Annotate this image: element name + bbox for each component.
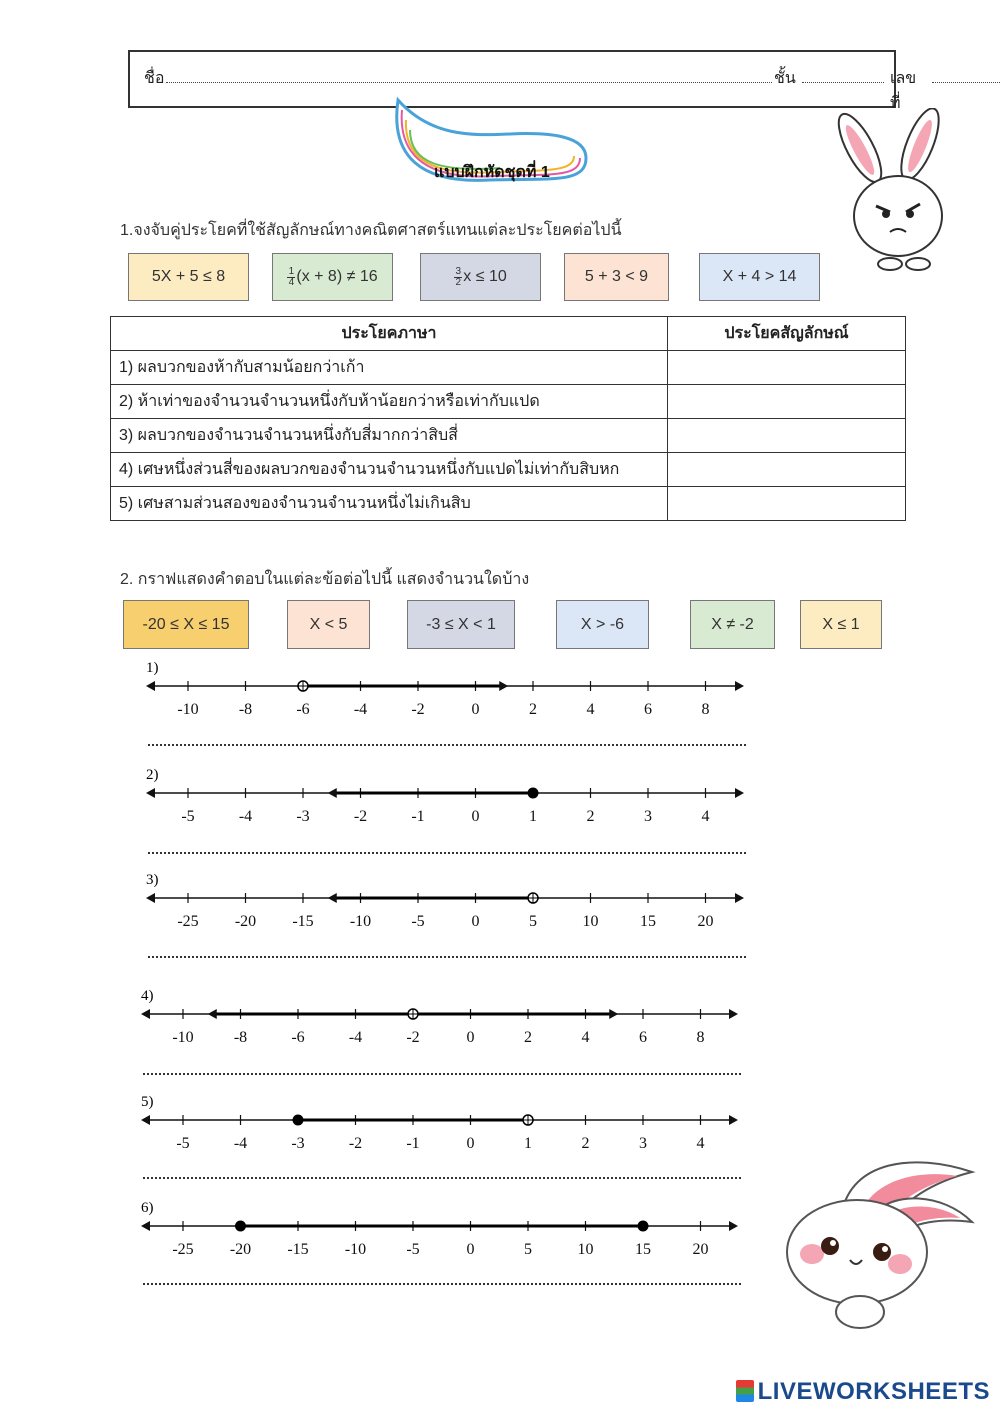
col-header-language: ประโยคภาษา: [111, 317, 668, 351]
tick-label: -4: [233, 1135, 248, 1152]
tick-label: 20: [697, 913, 714, 930]
tick-label: 8: [701, 701, 710, 718]
axis-arrow-left: [141, 1221, 150, 1231]
answer-line-4[interactable]: [143, 1073, 741, 1075]
sentence-cell: 2) ห้าเท่าของจำนวนจำนวนหนึ่งกับห้าน้อยกว่าหรือเท่ากับแปด: [111, 385, 668, 419]
axis-arrow-right: [729, 1009, 738, 1019]
closed-point: [235, 1221, 246, 1232]
number-label: เลขที่: [890, 70, 917, 112]
axis-arrow-right: [729, 1115, 738, 1125]
tick-label: -10: [177, 701, 199, 718]
tick-label: -5: [411, 913, 425, 930]
answer-drop-zone[interactable]: [668, 419, 906, 453]
table-row: [111, 453, 906, 487]
number-field[interactable]: [932, 82, 1000, 83]
ray-arrow-left: [208, 1009, 217, 1019]
answer-chip-4[interactable]: X > -6: [556, 600, 649, 649]
tick-label: 10: [582, 913, 599, 930]
axis-arrow-right: [735, 788, 744, 798]
answer-line-6[interactable]: [143, 1283, 741, 1285]
answer-chip-6[interactable]: X ≤ 1: [800, 600, 882, 649]
sentence-cell: 4) เศษหนึ่งส่วนสี่ของผลบวกของจำนวนจำนวนหนึ่งกับแปดไม่เท่ากับสิบหก: [111, 453, 668, 487]
tick-label: 2: [581, 1135, 590, 1152]
answer-drop-zone[interactable]: [668, 385, 906, 419]
tick-label: -1: [406, 1135, 420, 1152]
answer-line-1[interactable]: [148, 744, 746, 746]
tick-label: 0: [471, 913, 480, 930]
angry-bunny-icon: [828, 108, 953, 278]
col-header-symbol: ประโยคสัญลักษณ์: [668, 317, 906, 351]
tick-label: -8: [233, 1029, 248, 1046]
tick-label: 0: [466, 1029, 475, 1046]
tick-label: 0: [466, 1135, 475, 1152]
open-point: [408, 1009, 418, 1019]
name-field[interactable]: [166, 82, 772, 83]
table-row: [111, 419, 906, 453]
closed-point: [293, 1115, 304, 1126]
ray-arrow-right: [609, 1009, 618, 1019]
symbol-chip-4[interactable]: 5 + 3 < 9: [564, 253, 669, 301]
graph-label: 4): [141, 988, 154, 1004]
tick-label: 20: [692, 1241, 709, 1258]
answer-drop-zone[interactable]: [668, 453, 906, 487]
tick-label: 3: [644, 808, 652, 825]
tick-label: -1: [411, 808, 425, 825]
tick-label: -25: [172, 1241, 194, 1258]
tick-label: -6: [296, 701, 310, 718]
tick-label: 1: [529, 808, 537, 825]
tick-label: 10: [577, 1241, 594, 1258]
tick-label: 3: [639, 1135, 647, 1152]
axis-arrow-left: [141, 1115, 150, 1125]
table-row: [111, 385, 906, 419]
closed-point: [638, 1221, 649, 1232]
answer-line-3[interactable]: [148, 956, 746, 958]
tick-label: -5: [181, 808, 195, 825]
answer-line-2[interactable]: [148, 852, 746, 854]
tick-label: 2: [586, 808, 595, 825]
happy-bunny-icon: [782, 1152, 982, 1332]
class-label: ชั้น: [774, 70, 796, 87]
axis-arrow-right: [729, 1221, 738, 1231]
tick-label: -10: [344, 1241, 367, 1258]
open-point: [528, 893, 538, 903]
tick-label: 0: [466, 1241, 475, 1258]
section2-instruction: 2. กราฟแสดงคำตอบในแต่ละข้อต่อไปนี้ แสดงจำนวนใดบ้าง: [120, 571, 530, 588]
closed-point: [528, 788, 539, 799]
graph-label: 6): [141, 1200, 154, 1216]
tick-label: 4: [696, 1135, 705, 1152]
answer-chip-3[interactable]: -3 ≤ X < 1: [407, 600, 515, 649]
sentence-cell: 1) ผลบวกของห้ากับสามน้อยกว่าเก้า: [111, 351, 668, 385]
liveworksheets-logo[interactable]: LIVEWORKSHEETS: [736, 1378, 990, 1406]
tick-label: 6: [644, 701, 652, 718]
tick-label: -10: [172, 1029, 194, 1046]
tick-label: 2: [524, 1029, 532, 1046]
fraction-three-halves: 3 2: [455, 265, 462, 288]
tick-label: 0: [471, 701, 480, 718]
tick-label: 0: [471, 808, 480, 825]
answer-chip-1[interactable]: -20 ≤ X ≤ 15: [123, 600, 249, 649]
tick-label: -15: [287, 1241, 309, 1258]
tick-label: -15: [292, 913, 314, 930]
tick-label: 4: [701, 808, 710, 825]
tick-label: -2: [353, 808, 368, 825]
tick-label: 4: [586, 701, 595, 718]
tick-label: -3: [296, 808, 310, 825]
tick-label: -10: [349, 913, 372, 930]
name-label: ชื่อ: [144, 70, 165, 87]
tick-label: -3: [291, 1135, 305, 1152]
graph-label: 1): [146, 660, 159, 676]
tick-label: 15: [635, 1241, 651, 1258]
table-header-row: [111, 317, 906, 351]
tick-label: 4: [581, 1029, 590, 1046]
ray-arrow-left: [328, 788, 337, 798]
class-field[interactable]: [802, 82, 884, 83]
tick-label: -4: [348, 1029, 363, 1046]
ray-arrow-left: [328, 893, 337, 903]
answer-chip-2[interactable]: X < 5: [287, 600, 370, 649]
tick-label: -5: [406, 1241, 420, 1258]
table-row: [111, 487, 906, 521]
open-point: [523, 1115, 533, 1125]
tick-label: -2: [348, 1135, 363, 1152]
worksheet-title: แบบฝึกหัดชุดที่ 1: [434, 164, 550, 181]
tick-label: -2: [411, 701, 425, 718]
section1-instruction: 1.จงจับคู่ประโยคที่ใช้สัญลักษณ์ทางคณิตศาสตร์แทนแต่ละประโยคต่อไปนี้: [120, 222, 622, 239]
tick-label: -20: [234, 913, 257, 930]
axis-arrow-left: [141, 1009, 150, 1019]
answer-drop-zone[interactable]: [668, 487, 906, 521]
tick-label: -25: [177, 913, 199, 930]
answer-chip-5[interactable]: X ≠ -2: [690, 600, 775, 649]
ray-arrow-right: [499, 681, 508, 691]
tick-label: -20: [229, 1241, 252, 1258]
tick-label: 15: [640, 913, 656, 930]
axis-arrow-right: [735, 681, 744, 691]
symbol-chip-2[interactable]: 1 4 (x + 8) ≠ 16: [272, 253, 393, 301]
graph-label: 5): [141, 1094, 154, 1110]
axis-arrow-left: [146, 788, 155, 798]
graph-label: 2): [146, 767, 159, 783]
open-point: [298, 681, 308, 691]
answer-drop-zone[interactable]: [668, 351, 906, 385]
symbol-chip-5[interactable]: X + 4 > 14: [699, 253, 820, 301]
sentence-cell: 3) ผลบวกของจำนวนจำนวนหนึ่งกับสี่มากกว่าสิบสี่: [111, 419, 668, 453]
answer-line-5[interactable]: [143, 1177, 741, 1179]
tick-label: -2: [406, 1029, 420, 1046]
fraction-one-quarter: 1 4: [288, 265, 295, 288]
tick-label: -6: [291, 1029, 305, 1046]
tick-label: 2: [529, 701, 537, 718]
tick-label: -5: [176, 1135, 190, 1152]
graph-label: 3): [146, 872, 159, 888]
matching-table: [110, 316, 906, 521]
axis-arrow-left: [146, 893, 155, 903]
sentence-cell: 5) เศษสามส่วนสองของจำนวนจำนวนหนึ่งไม่เกินสิบ: [111, 487, 668, 521]
tick-label: 5: [529, 913, 537, 930]
symbol-chip-3[interactable]: 3 2 x ≤ 10: [420, 253, 541, 301]
tick-label: -4: [353, 701, 368, 718]
axis-arrow-right: [735, 893, 744, 903]
symbol-chip-1[interactable]: 5X + 5 ≤ 8: [128, 253, 249, 301]
tick-label: -8: [238, 701, 253, 718]
tick-label: 6: [639, 1029, 647, 1046]
table-row: [111, 351, 906, 385]
axis-arrow-left: [146, 681, 155, 691]
tick-label: 5: [524, 1241, 532, 1258]
tick-label: 8: [696, 1029, 705, 1046]
liveworksheets-logo-icon: [736, 1380, 754, 1402]
tick-label: -4: [238, 808, 253, 825]
tick-label: 1: [524, 1135, 532, 1152]
